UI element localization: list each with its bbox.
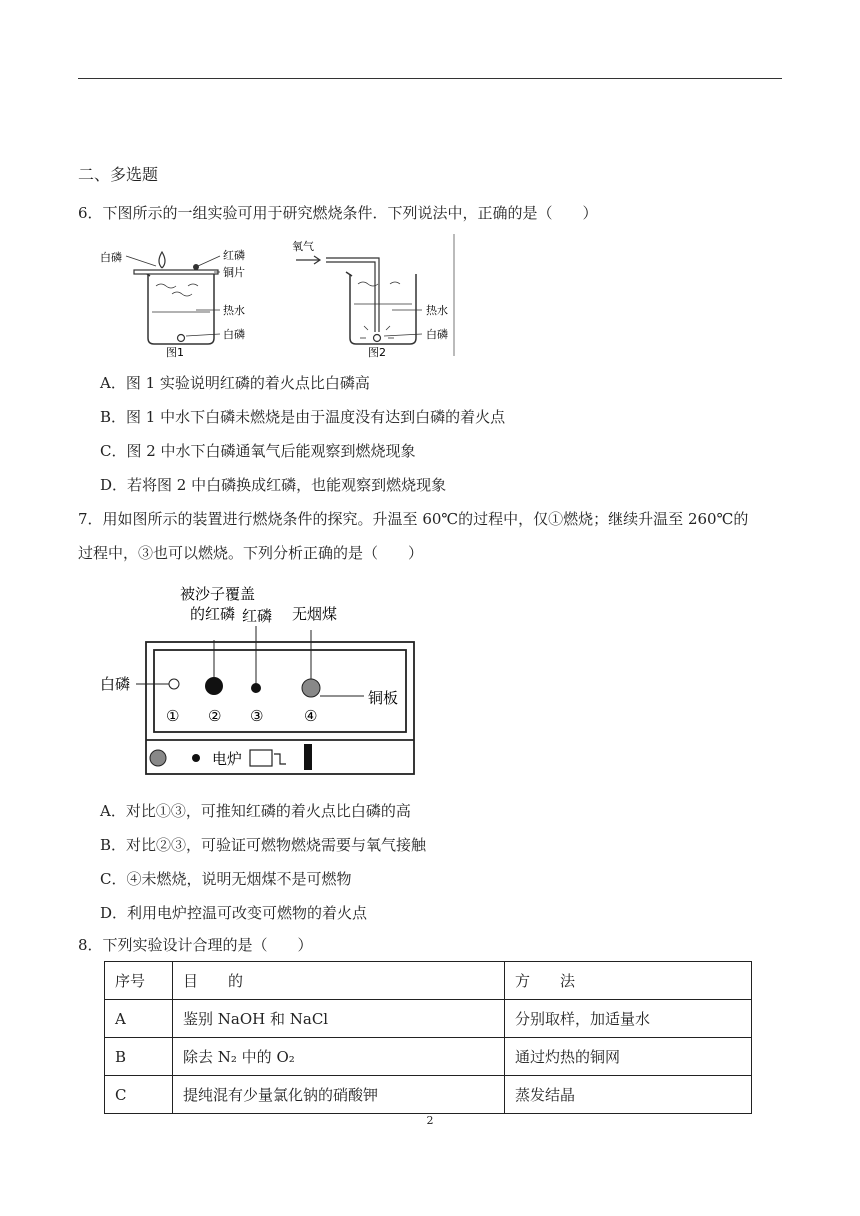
q6-figure (96, 232, 461, 360)
marker-3-label: ③ (250, 707, 264, 725)
table-cell: 除去 N₂ 中的 O₂ (173, 1038, 505, 1076)
fig2-caption: 图2 (368, 346, 386, 359)
label-anthracite: 无烟煤 (292, 605, 338, 623)
fig1-underwater-white-p (178, 335, 185, 342)
marker-2-label: ② (208, 707, 222, 725)
table-row (105, 1038, 752, 1076)
table-cell: 提纯混有少量氯化钠的硝酸钾 (173, 1076, 505, 1114)
q7-option-b: B．对比②③，可验证可燃物燃烧需要与氧气接触 (100, 836, 427, 854)
q6-stem: 6．下图所示的一组实验可用于研究燃烧条件．下列说法中，正确的是（ ） (78, 204, 598, 222)
stove-display (250, 750, 272, 766)
table-cell: B (105, 1038, 173, 1076)
stove-indicator (192, 754, 200, 762)
marker-3-red-p (251, 683, 261, 693)
stove-switch (304, 744, 312, 770)
table-cell: 分别取样，加适量水 (505, 1000, 752, 1038)
q6-option-d: D．若将图 2 中白磷换成红磷，也能观察到燃烧现象 (100, 476, 447, 494)
fig1-caption: 图1 (166, 346, 184, 359)
fig1-flame (159, 252, 165, 268)
q8-table (104, 961, 752, 1114)
q7-stem-line2: 过程中，③也可以燃烧。下列分析正确的是（ ） (78, 544, 424, 562)
table-cell: 蒸发结晶 (505, 1076, 752, 1114)
fig2-hot-water-label: 热水 (426, 304, 448, 317)
label-red-p: 红磷 (242, 607, 273, 625)
fig1-copper-label: 铜片 (223, 266, 245, 279)
label-sand-red-p-2: 的红磷 (190, 605, 236, 623)
table-row (105, 1076, 752, 1114)
q6-option-b: B．图 1 中水下白磷未燃烧是由于温度没有达到白磷的着火点 (100, 408, 506, 426)
fig1-white-p-bottom-label: 白磷 (223, 328, 245, 341)
fig2-arrow (296, 256, 320, 264)
fig2-oxygen-label: 氧气 (292, 240, 314, 253)
table-header-cell: 方 法 (505, 962, 752, 1000)
label-white-p: 白磷 (100, 675, 131, 693)
fig1-hot-water-label: 热水 (223, 304, 245, 317)
marker-1-label: ① (166, 707, 180, 725)
label-copper-plate: 铜板 (368, 689, 399, 707)
q7-option-c: C．④未燃烧，说明无烟煤不是可燃物 (100, 870, 352, 888)
table-cell: 鉴别 NaOH 和 NaCl (173, 1000, 505, 1038)
table-row (105, 1000, 752, 1038)
fig1-red-p (193, 264, 199, 270)
fig1-white-p-label: 白磷 (100, 251, 122, 264)
fig2-white-p (374, 335, 381, 342)
fig2-beaker (346, 272, 416, 344)
q7-figure (96, 578, 426, 778)
q6-option-c: C．图 2 中水下白磷通氧气后能观察到燃烧现象 (100, 442, 416, 460)
header-rule (78, 78, 782, 79)
fig1-beaker (144, 272, 214, 344)
marker-4-anthracite (302, 679, 320, 697)
stove-knob (150, 750, 166, 766)
label-sand-red-p-1: 被沙子覆盖 (180, 585, 256, 603)
fig2-white-p-label: 白磷 (426, 328, 448, 341)
table-cell: C (105, 1076, 173, 1114)
q7-option-a: A．对比①③，可推知红磷的着火点比白磷的高 (100, 802, 411, 820)
table-header-row (105, 962, 752, 1000)
table-cell: A (105, 1000, 173, 1038)
q6-option-a: A．图 1 实验说明红磷的着火点比白磷高 (100, 374, 370, 392)
q8-stem: 8．下列实验设计合理的是（ ） (78, 936, 313, 954)
q7-stem-line1: 7．用如图所示的装置进行燃烧条件的探究。升温至 60℃的过程中，仅①燃烧；继续升温至 260℃的 (78, 510, 749, 528)
fig2-oxygen-tube (326, 258, 379, 332)
fig1-copper-sheet (134, 270, 218, 274)
table-header-cell: 目 的 (173, 962, 505, 1000)
label-stove: 电炉 (212, 750, 243, 768)
table-cell: 通过灼热的铜网 (505, 1038, 752, 1076)
marker-4-label: ④ (304, 707, 318, 725)
table-header-cell: 序号 (105, 962, 173, 1000)
marker-2-covered-red-p (205, 677, 223, 695)
section-title: 二、多选题 (78, 165, 159, 184)
fig1-red-p-label: 红磷 (223, 249, 245, 262)
q7-option-d: D．利用电炉控温可改变可燃物的着火点 (100, 904, 368, 922)
page-number: 2 (426, 1114, 434, 1127)
marker-1-white-p (169, 679, 179, 689)
